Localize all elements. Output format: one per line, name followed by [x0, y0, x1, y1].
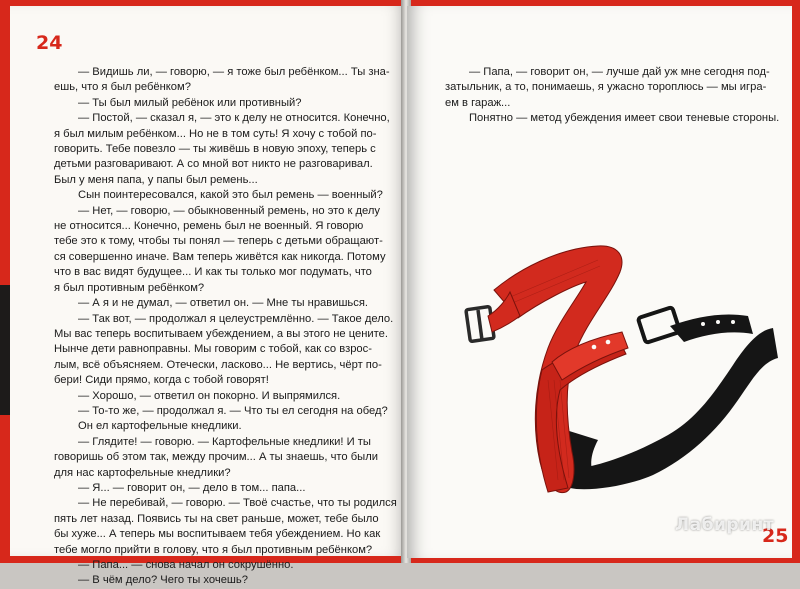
text-line: Мы вас теперь воспитываем убеждением, а вы этого не цените. [54, 327, 388, 340]
text-line: я был милым ребёнком... Но не в том суть! Я хочу с тобой по- [54, 127, 377, 140]
text-line: Сын поинтересовался, какой это был ремень — военный? [78, 189, 383, 202]
page-number-right: 25 [762, 525, 789, 547]
text-line: ся совершенно иначе. Вам теперь живётся как никогда. Потому [54, 250, 386, 263]
text-line: бери! Сиди прямо, когда с тобой говорят! [54, 374, 269, 387]
text-line: — То-то же, — продолжал я. — Что ты ел сегодня на обед? [78, 404, 388, 417]
text-line: — Я... — говорит он, — дело в том... папа... [78, 481, 306, 494]
text-line: не относится... Конечно, ремень был не военный. Я говорю [54, 220, 364, 233]
watermark-labirint: Лабиринт [675, 515, 775, 535]
shadow-belt-tongue [670, 314, 753, 342]
text-line: — Хорошо, — ответил он покорно. И выпрямился. [78, 389, 341, 402]
left-page [10, 6, 405, 587]
text-line: Нынче дети равноправны. Мы говорим с тобой, как со взрос- [54, 343, 372, 356]
text-line: — Папа, — говорит он, — лучше дай уж мне сегодня под- [469, 66, 770, 78]
text-line: я был противным ребёнком? [54, 281, 205, 294]
text-line: — Глядите! — говорю. — Картофельные кнедлики! И ты [78, 435, 371, 448]
text-line: — Ты был милый ребёнок или противный? [78, 96, 302, 109]
text-line: детьми разговаривают. А со мной вот никто не разговаривал. [54, 158, 373, 171]
text-line: говоришь об этом так, между прочим... А ты знаешь, что были [54, 451, 378, 464]
text-line: Был у меня папа, у папы был ремень... [54, 173, 258, 186]
text-line: — В чём дело? Чего ты хочешь? [78, 574, 248, 587]
text-line: говорить. Тебе повезло — ты живёшь в новую эпоху, теперь с [54, 143, 376, 156]
right-page-text [445, 65, 779, 127]
text-line: Он ел картофельные кнедлики. [78, 420, 242, 433]
text-line: — Так вот, — продолжал я целеустремлённо. — Такое дело. [78, 312, 394, 325]
text-line: — Постой, — сказал я, — это к делу не относится. Конечно, [78, 112, 390, 125]
text-line: для нас картофельные кнедлики? [54, 466, 231, 479]
text-line: бы хуже... А теперь мы воспитываем тебя убеждением. Но как [54, 528, 381, 541]
text-line: лым, всё объясняем. Отечески, ласково... Не вертись, чёрт по- [54, 358, 382, 371]
text-line: ем в гараж... [445, 96, 511, 109]
text-line: тебе могло прийти в голову, что я был противным ребёнком? [54, 543, 373, 556]
text-line: — А я и не думал, — ответил он. — Мне ты нравишься. [78, 297, 369, 310]
text-line: — Не перебивай, — говорю. — Твоё счастье, что ты родился [78, 497, 397, 510]
left-page-text [54, 65, 397, 589]
text-line: затыльник, а то, понимаешь, я ужасно тороплюсь — мы игра- [445, 81, 767, 94]
text-line: что в вас видят будущее... И как ты только мог подумать, что [54, 266, 372, 279]
text-line: — Папа... — снова начал он сокрушённо. [78, 559, 294, 571]
text-line: — Нет, — говорю, — обыкновенный ремень, но это к делу [78, 204, 380, 217]
text-line: Понятно — метод убеждения имеет свои теневые стороны. [469, 112, 780, 125]
text-line: пять лет назад. Появись ты на свет раньше, может, тебе было [54, 512, 379, 525]
text-line: — Видишь ли, — говорю, — я тоже был ребёнком... Ты зна- [78, 66, 390, 78]
belt-illustration [448, 230, 783, 520]
text-line: ешь, что я был ребёнком? [54, 81, 191, 94]
page-number-left: 24 [36, 32, 63, 54]
text-line: тебе это к тому, чтобы ты понял — теперь с детьми обращают- [54, 235, 383, 248]
